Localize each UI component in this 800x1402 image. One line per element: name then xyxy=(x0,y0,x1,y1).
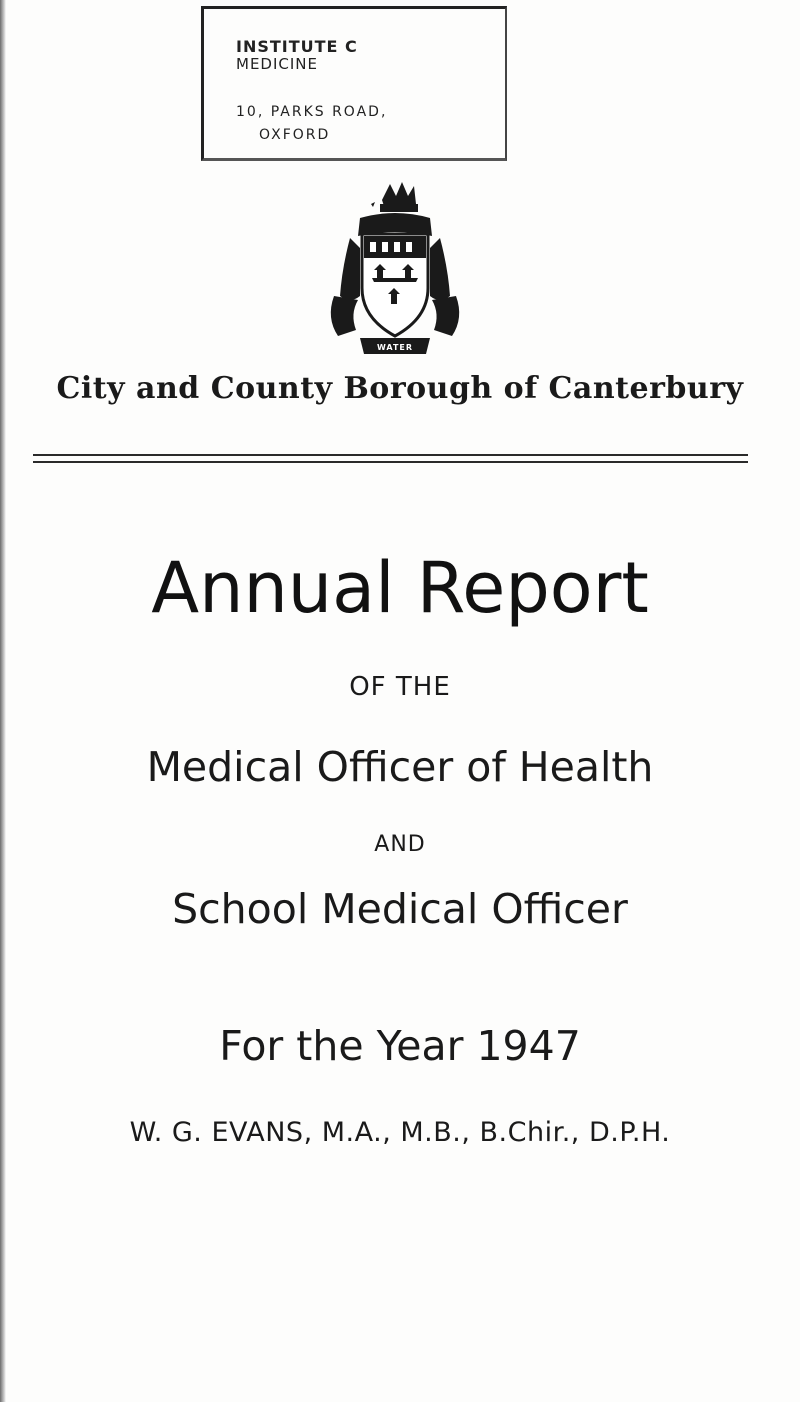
stamp-line-address: 10, PARKS ROAD, xyxy=(236,104,388,120)
officer-title-school: School Medical Officer xyxy=(172,885,628,933)
report-title: Annual Report xyxy=(151,547,649,629)
coat-of-arms-icon xyxy=(320,178,470,358)
stamp-line-city: OXFORD xyxy=(259,127,331,143)
divider-rule-top xyxy=(33,454,748,456)
report-year: For the Year 1947 xyxy=(219,1022,581,1070)
author-credentials: W. G. EVANS, M.A., M.B., B.Chir., D.P.H. xyxy=(129,1117,671,1148)
stamp-line-medicine: MEDICINE xyxy=(236,55,318,73)
and-label: AND xyxy=(374,832,426,857)
library-stamp xyxy=(201,6,507,161)
stamp-line-institute: INSTITUTE C xyxy=(236,37,358,56)
crest-motto: WATER xyxy=(376,343,414,352)
officer-title-health: Medical Officer of Health xyxy=(146,743,654,791)
of-the-label: OF THE xyxy=(349,672,451,702)
divider-rule-bottom xyxy=(33,461,748,463)
borough-heading: City and County Borough of Canterbury xyxy=(56,371,744,406)
